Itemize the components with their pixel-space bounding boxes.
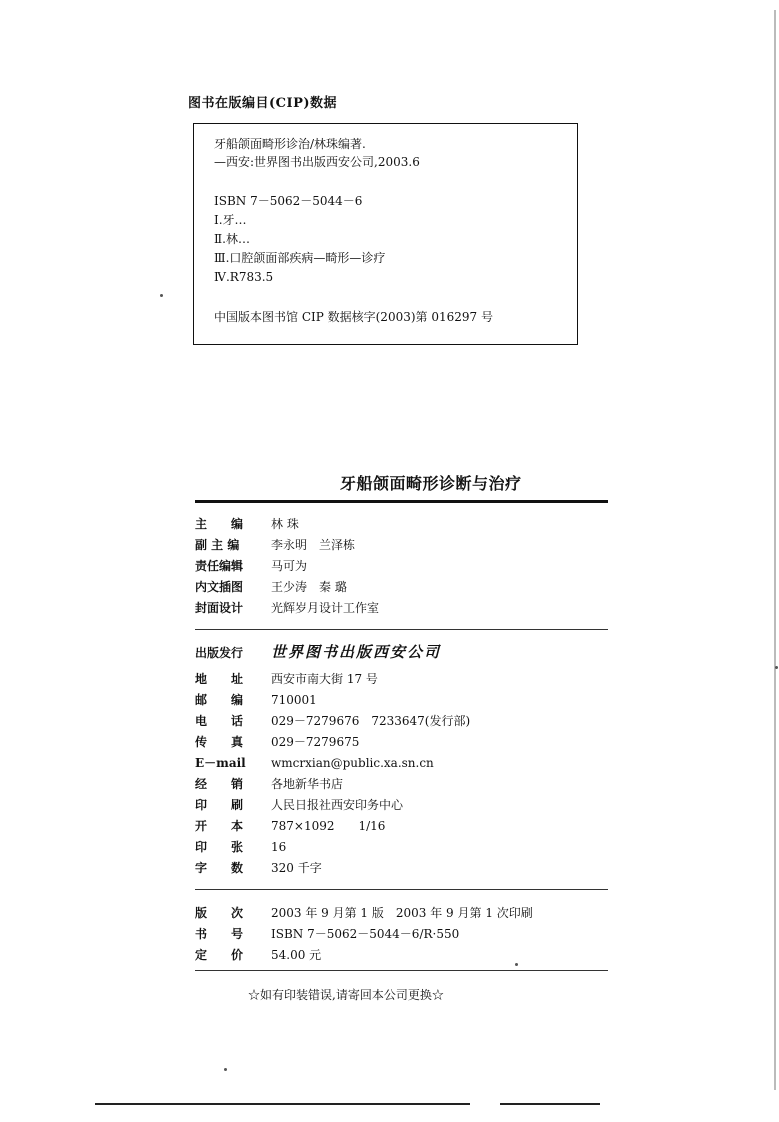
publisher-label: 出版发行	[195, 646, 244, 660]
edition-label: 书 号	[195, 927, 244, 941]
cip-verification-line: 中国版本图书馆 CIP 数据核字(2003)第 016297 号	[214, 310, 493, 324]
detail-value: 787×1092 1/16	[271, 819, 386, 833]
detail-value: 029－7279675	[271, 735, 360, 749]
detail-label: 开 本	[195, 819, 244, 833]
section-rule	[195, 889, 608, 890]
credit-value: 马可为	[271, 559, 308, 573]
bottom-edge-rule	[95, 1103, 470, 1105]
scan-speck	[160, 294, 163, 297]
detail-row	[195, 693, 317, 707]
edition-label: 版 次	[195, 906, 244, 920]
bottom-edge-rule	[500, 1103, 600, 1105]
section-rule	[195, 970, 608, 971]
credit-value: 林 珠	[271, 517, 299, 531]
detail-label: E－mail	[195, 756, 246, 770]
detail-row	[195, 840, 286, 854]
detail-row	[195, 861, 322, 875]
cip-data-box	[193, 123, 578, 345]
edition-row	[195, 927, 459, 941]
detail-row	[195, 777, 343, 791]
detail-value: wmcrxian@public.xa.sn.cn	[271, 756, 434, 770]
credit-label: 内文插图	[195, 580, 244, 594]
credit-row	[195, 580, 347, 594]
credit-row	[195, 538, 355, 552]
page-edge-shadow	[774, 10, 776, 1090]
detail-value: 710001	[271, 693, 317, 707]
detail-label: 字 数	[195, 861, 244, 875]
cip-publisher-line: —西安:世界图书出版西安公司,2003.6	[214, 155, 420, 169]
detail-value: 029－7279676 7233647(发行部)	[271, 714, 471, 728]
cip-title-line: 牙船颌面畸形诊治/林珠编著.	[214, 137, 366, 151]
publisher-row	[195, 645, 441, 660]
cip-subject-4: Ⅳ.R783.5	[214, 270, 274, 284]
detail-label: 经 销	[195, 777, 244, 791]
credit-label: 责任编辑	[195, 559, 244, 573]
edition-row	[195, 948, 321, 962]
credit-value: 李永明 兰泽栋	[271, 538, 356, 552]
detail-row	[195, 798, 403, 812]
detail-label: 邮 编	[195, 693, 244, 707]
credit-label: 主 编	[195, 517, 244, 531]
cip-isbn-line: ISBN 7－5062－5044－6	[214, 194, 363, 208]
credit-row	[195, 517, 299, 531]
detail-row	[195, 756, 434, 770]
credit-value: 王少涛 秦 璐	[271, 580, 347, 594]
detail-value: 西安市南大街 17 号	[271, 672, 378, 686]
misprint-notice: ☆如有印装错误,请寄回本公司更换☆	[248, 988, 444, 1002]
scan-speck	[775, 666, 778, 669]
title-rule	[195, 500, 608, 503]
detail-label: 印 张	[195, 840, 244, 854]
cip-subject-1: Ⅰ.牙…	[214, 213, 247, 227]
credit-label: 封面设计	[195, 601, 244, 615]
detail-value: 各地新华书店	[271, 777, 344, 791]
detail-label: 传 真	[195, 735, 244, 749]
credit-label: 副 主 编	[195, 538, 240, 552]
credit-row	[195, 559, 307, 573]
edition-row	[195, 906, 533, 920]
edition-value: ISBN 7－5062－5044－6/R·550	[271, 927, 460, 941]
book-title: 牙船颌面畸形诊断与治疗	[340, 474, 522, 493]
detail-value: 人民日报社西安印务中心	[271, 798, 404, 812]
detail-row	[195, 819, 385, 833]
detail-row	[195, 714, 470, 728]
detail-row	[195, 672, 378, 686]
publisher-name: 世界图书出版西安公司	[271, 643, 442, 661]
edition-label: 定 价	[195, 948, 244, 962]
cip-subject-2: Ⅱ.林…	[214, 232, 250, 246]
scan-speck	[515, 963, 518, 966]
detail-row	[195, 735, 359, 749]
detail-label: 地 址	[195, 672, 244, 686]
cip-heading: 图书在版编目(CIP)数据	[188, 96, 338, 111]
section-rule	[195, 629, 608, 630]
cip-subject-3: Ⅲ.口腔颌面部疾病—畸形—诊疗	[214, 251, 386, 265]
scan-speck	[224, 1068, 227, 1071]
edition-value: 54.00 元	[271, 948, 322, 962]
detail-value: 16	[271, 840, 287, 854]
credit-value: 光辉岁月设计工作室	[271, 601, 380, 615]
credit-row	[195, 601, 379, 615]
detail-label: 电 话	[195, 714, 244, 728]
edition-value: 2003 年 9 月第 1 版 2003 年 9 月第 1 次印刷	[271, 906, 533, 920]
detail-label: 印 刷	[195, 798, 244, 812]
detail-value: 320 千字	[271, 861, 322, 875]
